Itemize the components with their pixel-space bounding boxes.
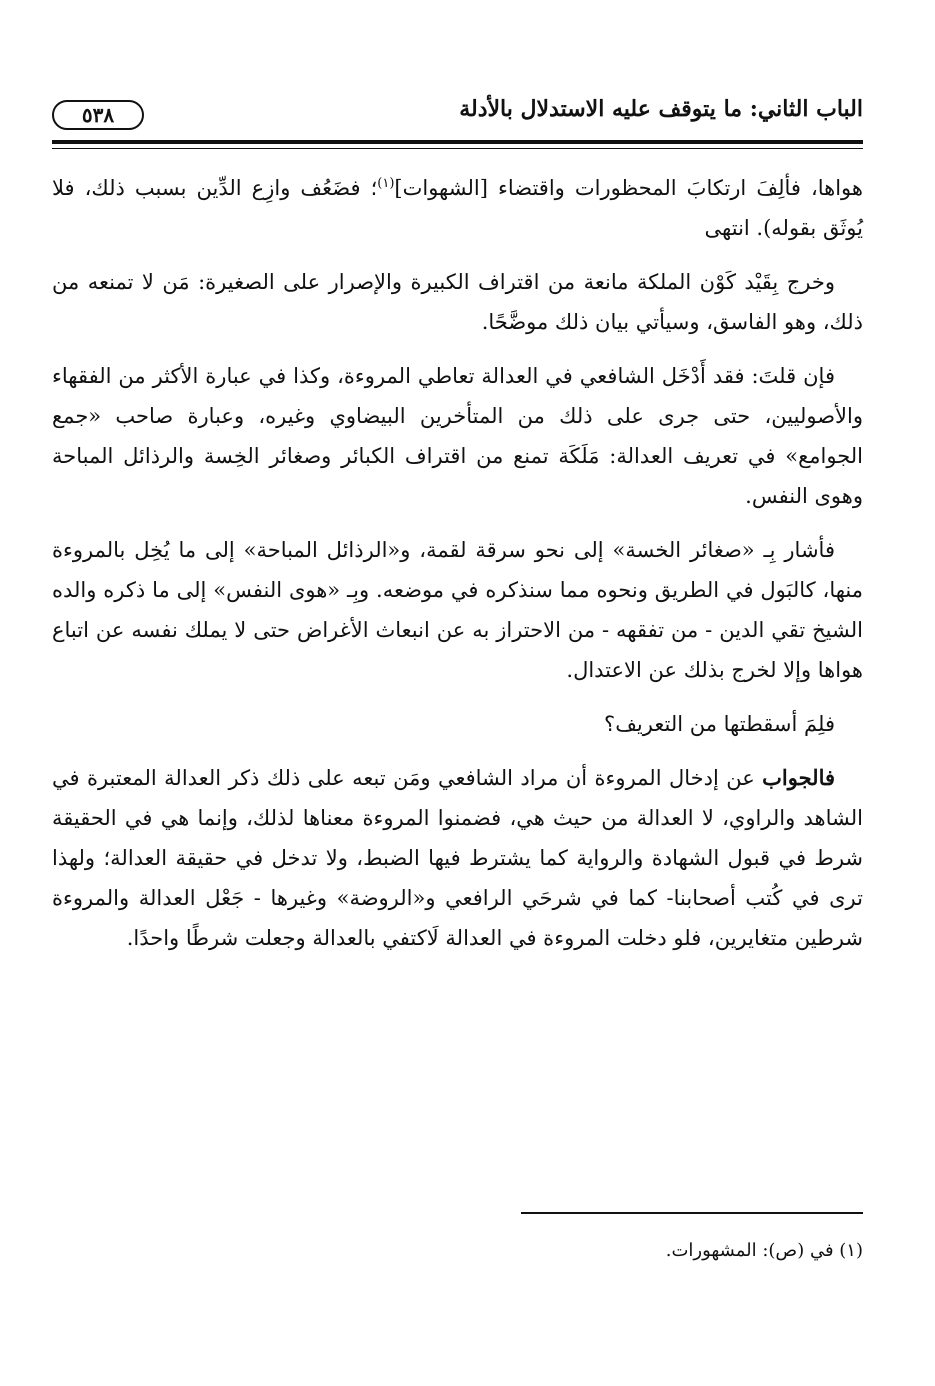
text-run: هواها، فألِفَ ارتكابَ المحظورات واقتضاء [الشهوات] [394,176,863,200]
footnote: (١) في (ص): المشهورات. [665,1240,863,1261]
paragraph: فإن قلتَ: فقد أَدْخَل الشافعي في العدالة تعاطي المروءة، وكذا في عبارة الأكثر من الفقهاء والأصوليين، حتى جرى على ذلك من المتأخرين البيضاوي وغيره، وعبارة صاحب «جمع الجوامع» في تعريف العدالة: مَلَكَة تمنع من اقتراف الكبائر وصغائر الخِسة والرذائل المباحة وهوى النفس. [52,364,863,508]
text-run: عن إدخال المروءة أن مراد الشافعي ومَن تبعه على ذلك ذكر العدالة المعتبرة في الشاهد والراوي، لا العدالة من حيث هي، فضمنوا المروءة معناها لذلك، وإنما هي في الحقيقة شرط في قبول الشهادة والرواية كما يشترط فيها الضبط، ولا تدخل في حقيقة العدالة؛ ولهذا ترى في كُتب أصحابنا- كما في شرحَي الرافعي و«الروضة» وغيرها - جَعْل العدالة والمروءة شرطين متغايرين، فلو دخلت المروءة في العدالة لَاكتفي بالعدالة وجعلت شرطًا واحدًا. [52,766,863,950]
paragraph: فأشار بِـ «صغائر الخسة» إلى نحو سرقة لقمة، و«الرذائل المباحة» إلى ما يُخِل بالمروءة منها، كالبَول في الطريق ونحوه مما سنذكره في موضعه. وبِـ «هوى النفس» إلى ما ذكره والده الشيخ تقي الدين - من تفقهه - من الاحتراز به عن انبعاث الأغراض حتى لا يملك نفسه عن اتباع هواها وإلا لخرج بذلك عن الاعتدال. [52,538,863,682]
paragraph: فلِمَ أسقطتها من التعريف؟ [604,712,835,736]
footnote-rule [521,1212,863,1214]
chapter-title: الباب الثاني: ما يتوقف عليه الاستدلال بالأدلة [459,96,863,122]
footnote-ref: (١) [377,176,395,191]
paragraph [52,758,863,958]
header-rule-thin [52,148,863,149]
page-number: ٥٣٨ [52,100,144,130]
header-rule-thick [52,140,863,144]
answer-lead: فالجواب [762,765,835,790]
paragraph: وخرج بِقَيْد كَوْن الملكة مانعة من اقتراف الكبيرة والإصرار على الصغيرة: مَن لا تمنعه من ذلك، وهو الفاسق، وسيأتي بيان ذلك موضَّحًا. [52,270,863,334]
paragraph [52,168,863,248]
main-text [52,168,863,972]
text-run: ؛ فضَعُف وازِع الدِّين بسبب ذلك، فلا يُوثَق بقوله). انتهى [52,176,863,240]
page-header [52,96,863,138]
